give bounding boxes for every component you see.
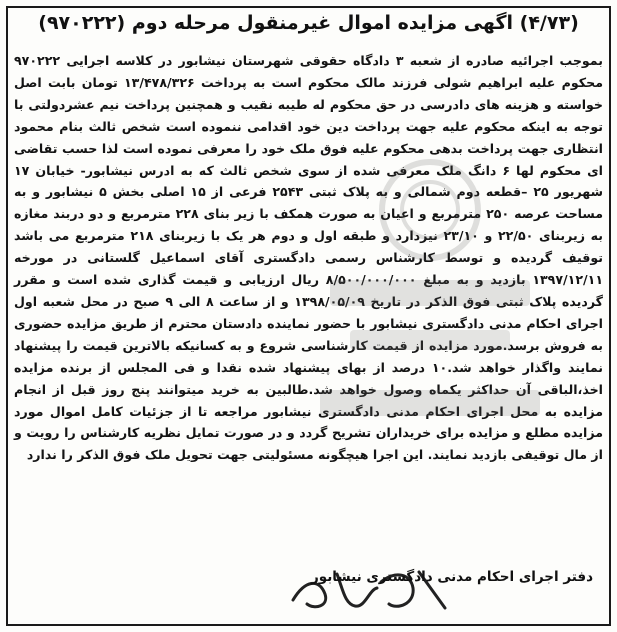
issuing-office: دفتر اجرای احکام مدنی دادگستری نیشابور bbox=[310, 569, 593, 585]
notice-title: (۴/۷۳) اگهی مزایده اموال غیرمنقول مرحله دوم (۹۷۰۲۲۲) bbox=[38, 12, 579, 34]
notice-body: بموجب اجرائیه صادره از شعبه ۳ دادگاه حقوقی شهرستان نیشابور در کلاسه اجرایی ۹۷۰۲۲۲ محکوم علیه ابراهیم شولی فرزند مالک محکوم است به پرداخت ۱۳/۴۷۸/۳۲۶ تومان بابت اصل خواسته و هزینه های دادرسی در حق محکوم له طیبه نقیب و همچنین پرداخت نیم عشردولتی با توجه به اینکه محکوم علیه جهت پرداخت دین خود اقدامی ننموده است شخص ثالث بنام محمود انتظاری جهت پرداخت بدهی محکوم علیه فوق ملک خود را معرفی نموده است لذا حسب تقاضی ای محکوم لها ۶ دانگ ملک معرفی شده از سوی شخص ثالث که به ادرس نیشابور- خیابان ۱۷ شهریور ۲۵ –قطعه دوم شمالی و به پلاک ثبتی ۲۵۴۳ فرعی از ۱۵ اصلی بخش ۵ نیشابور و به مساحت عرصه ۲۵۰ مترمربع و اعیان به صورت همکف با زیر بنای ۲۲۸ مترمربع و دو دربند مغازه به زیربنای ۲۲/۵۰ و ۲۳/۱۰ نیزدارد و طبقه اول و دوم هر یک با زیربنای ۲۱۸ مترمربع می باشد توقیف گردیده و توسط کارشناس رسمی دادگستری آقای اسماعیل گلستانی در مورخه ۱۳۹۷/۱۲/۱۱ بازدید و به مبلغ ۸/۵۰۰/۰۰۰/۰۰۰ ریال ارزیابی و قیمت گذاری شده است و مقرر گردیده پلاک ثبتی فوق الذکر در تاریخ ۱۳۹۸/۰۵/۰۹ و از ساعت ۸ الی ۹ صبح در محل شعبه اول اجرای احکام مدنی دادگستری نیشابور با حضور نماینده دادستان محترم از طریق مزایده حضوری به فروش برسد.مورد مزایده از قیمت کارشناسی شروع و به کسانیکه بالاترین قیمت را پیشنهاد نمایند واگذار خواهد شد.۱۰ درصد از بهای پیشنهاد شده نقدا و فی المجلس از برنده مزایده اخذ،الباقی آن حداکثر یکماه وصول خواهد شد.طالبین به خرید میتوانند پنج روز قبل از انجام مزایده به محل اجرای احکام مدنی دادگستری نیشابور مراجعه تا از جزئیات کامل اموال مورد مزایده مطلع و مزایده برای خریداران تشریح گردد و در صورت تمایل نظریه کارشناس را رویت و از مال توقیفی بازدید نمایند. این اجرا هیچگونه مسئولیتی جهت تحویل ملک فوق الذکر را ندارد bbox=[14, 53, 604, 463]
